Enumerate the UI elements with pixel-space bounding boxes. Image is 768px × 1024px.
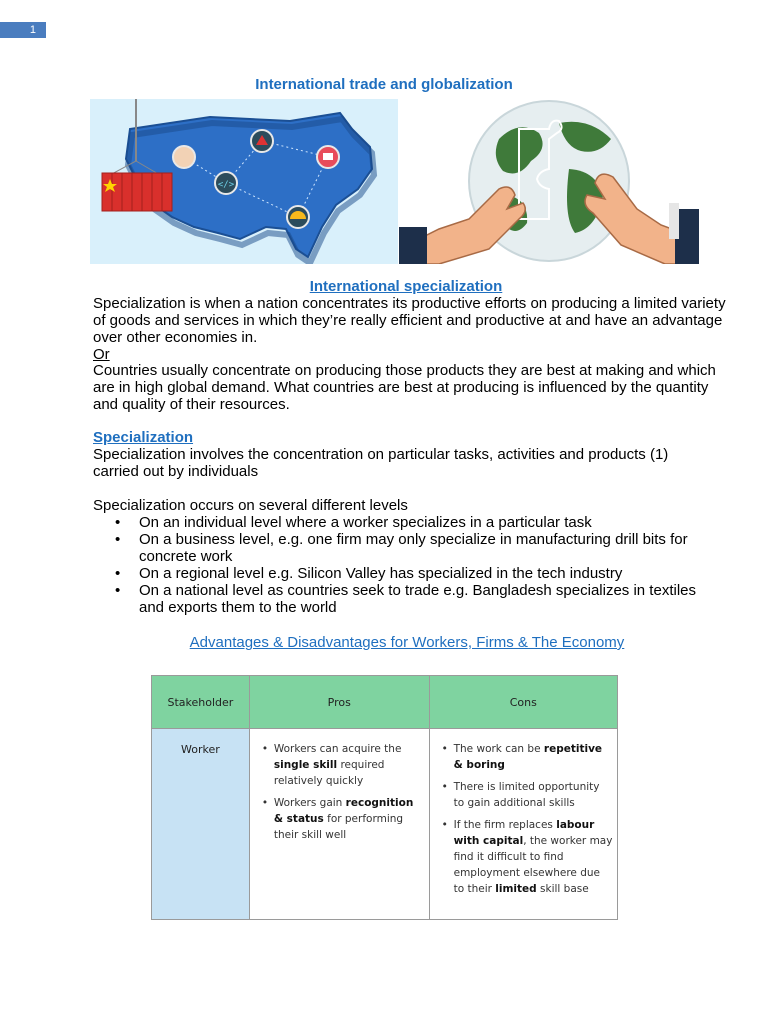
header-cons: Cons — [429, 676, 617, 729]
cons-cell — [429, 729, 617, 920]
intl-spec-heading-wrap — [0, 278, 768, 295]
pros-cons-table — [151, 675, 618, 920]
spec-heading-wrap — [93, 429, 733, 446]
page-title: International trade and globalization — [255, 76, 513, 93]
intl-spec-para1: Specialization is when a nation concentrates its productive efforts on producing a limited variety of goods and services in which they’re really efficient and productive at and have an advantage over other economies in. — [93, 295, 726, 346]
globe-puzzle-illustration — [399, 99, 699, 264]
usa-map-illustration — [90, 99, 398, 264]
list-item: • On a regional level e.g. Silicon Valley has specialized in the tech industry — [93, 565, 723, 582]
spec-levels-intro: Specialization occurs on several different levels — [93, 497, 408, 514]
cons-item: • There is limited opportunity to gain additional skills — [434, 779, 613, 811]
usa-trade-map-image — [90, 99, 398, 264]
intl-spec-heading-link[interactable]: International specialization — [309, 278, 503, 295]
pros-item: • Workers gain recognition & status for performing their skill well — [254, 795, 425, 843]
table-row — [152, 729, 618, 920]
spec-para1: Specialization involves the concentration on particular tasks, activities and products (1) carried out by individuals — [93, 446, 669, 480]
spec-levels-list — [93, 514, 723, 616]
header-pros: Pros — [249, 676, 429, 729]
or-label: Or — [93, 346, 110, 363]
cons-item: • If the firm replaces labour with capital, the worker may find it difficult to find employment elsewhere due to their limited skill base — [434, 817, 613, 897]
header-stakeholder: Stakeholder — [152, 676, 250, 729]
advantages-link[interactable]: Advantages & Disadvantages for Workers, Firms & The Economy — [189, 634, 625, 651]
intl-spec-para2: Countries usually concentrate on producing those products they are best at making and which are in high global demand. What countries are best at producing is influenced by the quantity and quality of their resources. — [93, 362, 716, 413]
stakeholder-cell: Worker — [152, 729, 250, 920]
list-item: • On a national level as countries seek to trade e.g. Bangladesh specializes in textiles and exports them to the world — [93, 582, 723, 616]
pros-cell — [249, 729, 429, 920]
cons-item: • The work can be repetitive & boring — [434, 741, 613, 773]
or-text — [93, 346, 733, 363]
page-number: 1 — [0, 22, 46, 38]
globe-puzzle-image — [399, 99, 699, 264]
table-header-row — [152, 676, 618, 729]
svg-text:</>: </> — [217, 180, 235, 190]
spec-heading-link[interactable]: Specialization — [93, 429, 194, 446]
list-item: • On a business level, e.g. one firm may only specialize in manufacturing drill bits for concrete work — [93, 531, 723, 565]
pros-item: • Workers can acquire the single skill required relatively quickly — [254, 741, 425, 789]
list-item: • On an individual level where a worker specializes in a particular task — [93, 514, 723, 531]
